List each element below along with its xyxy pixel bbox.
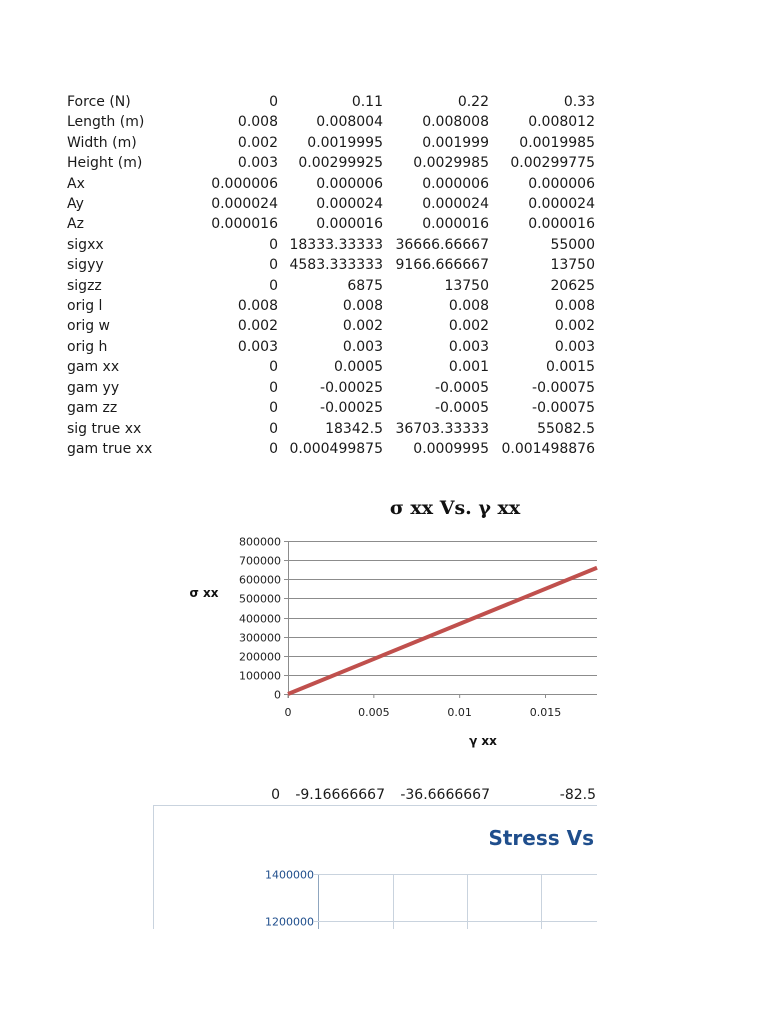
value-cell: 0.001 [448, 359, 489, 376]
value-cell: 0.008 [448, 298, 489, 315]
value-cell: 0.0015 [546, 359, 595, 376]
y-tick-label: 700000 [239, 554, 281, 568]
value-cell: 0.0005 [334, 359, 383, 376]
value-cell: 0.002 [554, 318, 595, 335]
value-cell: 55082.5 [537, 420, 595, 437]
value-cell: 36703.33333 [395, 420, 489, 437]
value-cell: 36666.66667 [395, 236, 489, 253]
value-cell: 0 [269, 236, 278, 253]
y-tick-label: 400000 [239, 612, 281, 626]
y-tick-label: 200000 [239, 650, 281, 664]
extra-value-cell: -36.6666667 [400, 787, 490, 803]
value-cell: 0 [269, 257, 278, 274]
y-axis-label: σ xx [189, 586, 219, 600]
value-cell: 18333.33333 [289, 236, 383, 253]
value-cell: 0.000006 [422, 175, 489, 192]
value-cell: -0.00075 [532, 379, 595, 396]
row-label: gam true xx [67, 440, 153, 457]
y-tick-label: 300000 [239, 631, 281, 645]
value-cell: -0.00075 [532, 400, 595, 417]
value-cell: 0.002 [448, 318, 489, 335]
value-cell: 0 [269, 400, 278, 417]
value-cell: 0.22 [457, 94, 489, 110]
value-cell: 6875 [347, 277, 383, 294]
row-label: orig w [67, 318, 110, 335]
value-cell: 55000 [550, 236, 595, 253]
y-tick-label: 1200000 [265, 915, 314, 929]
row-label: orig l [67, 298, 103, 315]
value-cell: 0.000016 [211, 216, 278, 233]
value-cell: 0.008 [554, 298, 595, 315]
y-tick-label: 0 [274, 688, 281, 702]
value-cell: 0.33 [563, 94, 595, 110]
row-label: Az [67, 216, 84, 233]
y-tick-label: 100000 [239, 669, 281, 683]
value-cell: 20625 [550, 277, 595, 294]
value-cell: 0.000016 [316, 216, 383, 233]
value-cell: 0.008008 [422, 114, 489, 131]
value-cell: 0.000024 [422, 196, 489, 213]
value-cell: 0.008 [237, 114, 278, 131]
value-cell: 0.003 [237, 338, 278, 355]
value-cell: 0.003 [237, 155, 278, 172]
value-cell: 0.000016 [422, 216, 489, 233]
extra-value-cell: -9.16666667 [295, 787, 385, 803]
row-label: Length (m) [67, 114, 145, 131]
row-label: gam zz [67, 400, 118, 417]
value-cell: 0.002 [342, 318, 383, 335]
chart-title: Stress Vs [488, 826, 594, 850]
value-cell: 0.0019985 [519, 134, 595, 151]
value-cell: 9166.666667 [395, 257, 489, 274]
value-cell: 0 [269, 440, 278, 457]
value-cell: 0.000024 [316, 196, 383, 213]
row-label: sig true xx [67, 420, 142, 437]
x-tick-label: 0 [284, 706, 292, 719]
y-tick-label: 500000 [239, 592, 281, 606]
y-tick-label: 1400000 [265, 868, 314, 882]
value-cell: 0.000006 [316, 175, 383, 192]
row-label: gam xx [67, 359, 120, 376]
value-cell: 0.008012 [528, 114, 595, 131]
grid-lines [314, 874, 597, 930]
value-cell: 0 [269, 277, 278, 294]
value-cell: 0.0029985 [413, 155, 489, 172]
value-cell: 0.002 [237, 318, 278, 335]
value-cell: 0.00299925 [298, 155, 383, 172]
value-cell: 0 [269, 379, 278, 396]
value-cell: 0.000006 [528, 175, 595, 192]
value-cell: 0.000499875 [289, 440, 383, 457]
page-background [0, 929, 768, 1024]
row-label: Height (m) [67, 155, 143, 172]
chart-title: σ xx Vs. γ xx [389, 497, 521, 519]
value-cell: 0.008 [342, 298, 383, 315]
extra-value-cell: 0 [271, 787, 280, 803]
y-tick-labels [265, 869, 314, 929]
value-cell: 18342.5 [325, 420, 383, 437]
value-cell: 0.11 [351, 94, 383, 110]
value-cell: 13750 [444, 277, 489, 294]
value-cell: 0.003 [342, 338, 383, 355]
value-cell: 13750 [550, 257, 595, 274]
value-cell: 0.00299775 [510, 155, 595, 172]
row-label: sigyy [67, 257, 104, 274]
value-cell: 0 [269, 359, 278, 376]
value-cell: 0.000016 [528, 216, 595, 233]
x-tick-label: 0.01 [447, 706, 472, 719]
value-cell: -0.00025 [320, 400, 383, 417]
row-label: sigzz [67, 277, 102, 294]
value-cell: 0.0019995 [307, 134, 383, 151]
value-cell: 0.001999 [422, 134, 489, 151]
value-cell: 0 [269, 420, 278, 437]
value-cell: 0.002 [237, 134, 278, 151]
extra-value-cell: -82.5 [559, 787, 596, 803]
value-cell: 0.003 [448, 338, 489, 355]
x-tick-label: 0.005 [358, 706, 390, 719]
x-axis-label: γ xx [469, 734, 497, 748]
x-tick-label: 0.015 [529, 706, 562, 719]
row-label: Width (m) [67, 134, 137, 151]
value-cell: 0.001498876 [501, 440, 595, 457]
y-tick-label: 600000 [239, 573, 281, 587]
row-label: orig h [67, 338, 108, 355]
row-label: Force (N) [67, 94, 131, 110]
value-cell: 0.008 [237, 298, 278, 315]
y-tick-label: 800000 [239, 535, 281, 549]
value-cell: 0.0009995 [413, 440, 489, 457]
value-cell: -0.00025 [320, 379, 383, 396]
value-cell: -0.0005 [434, 379, 489, 396]
row-label: gam yy [67, 379, 120, 396]
row-label: sigxx [67, 236, 104, 253]
value-cell: 4583.333333 [289, 257, 383, 274]
value-cell: 0 [269, 94, 278, 110]
value-cell: 0.000024 [528, 196, 595, 213]
value-cell: 0.000024 [211, 196, 278, 213]
value-cell: 0.003 [554, 338, 595, 355]
row-label: Ay [67, 196, 84, 213]
value-cell: 0.008004 [316, 114, 383, 131]
row-label: Ax [67, 175, 85, 192]
value-cell: 0.000006 [211, 175, 278, 192]
value-cell: -0.0005 [434, 400, 489, 417]
